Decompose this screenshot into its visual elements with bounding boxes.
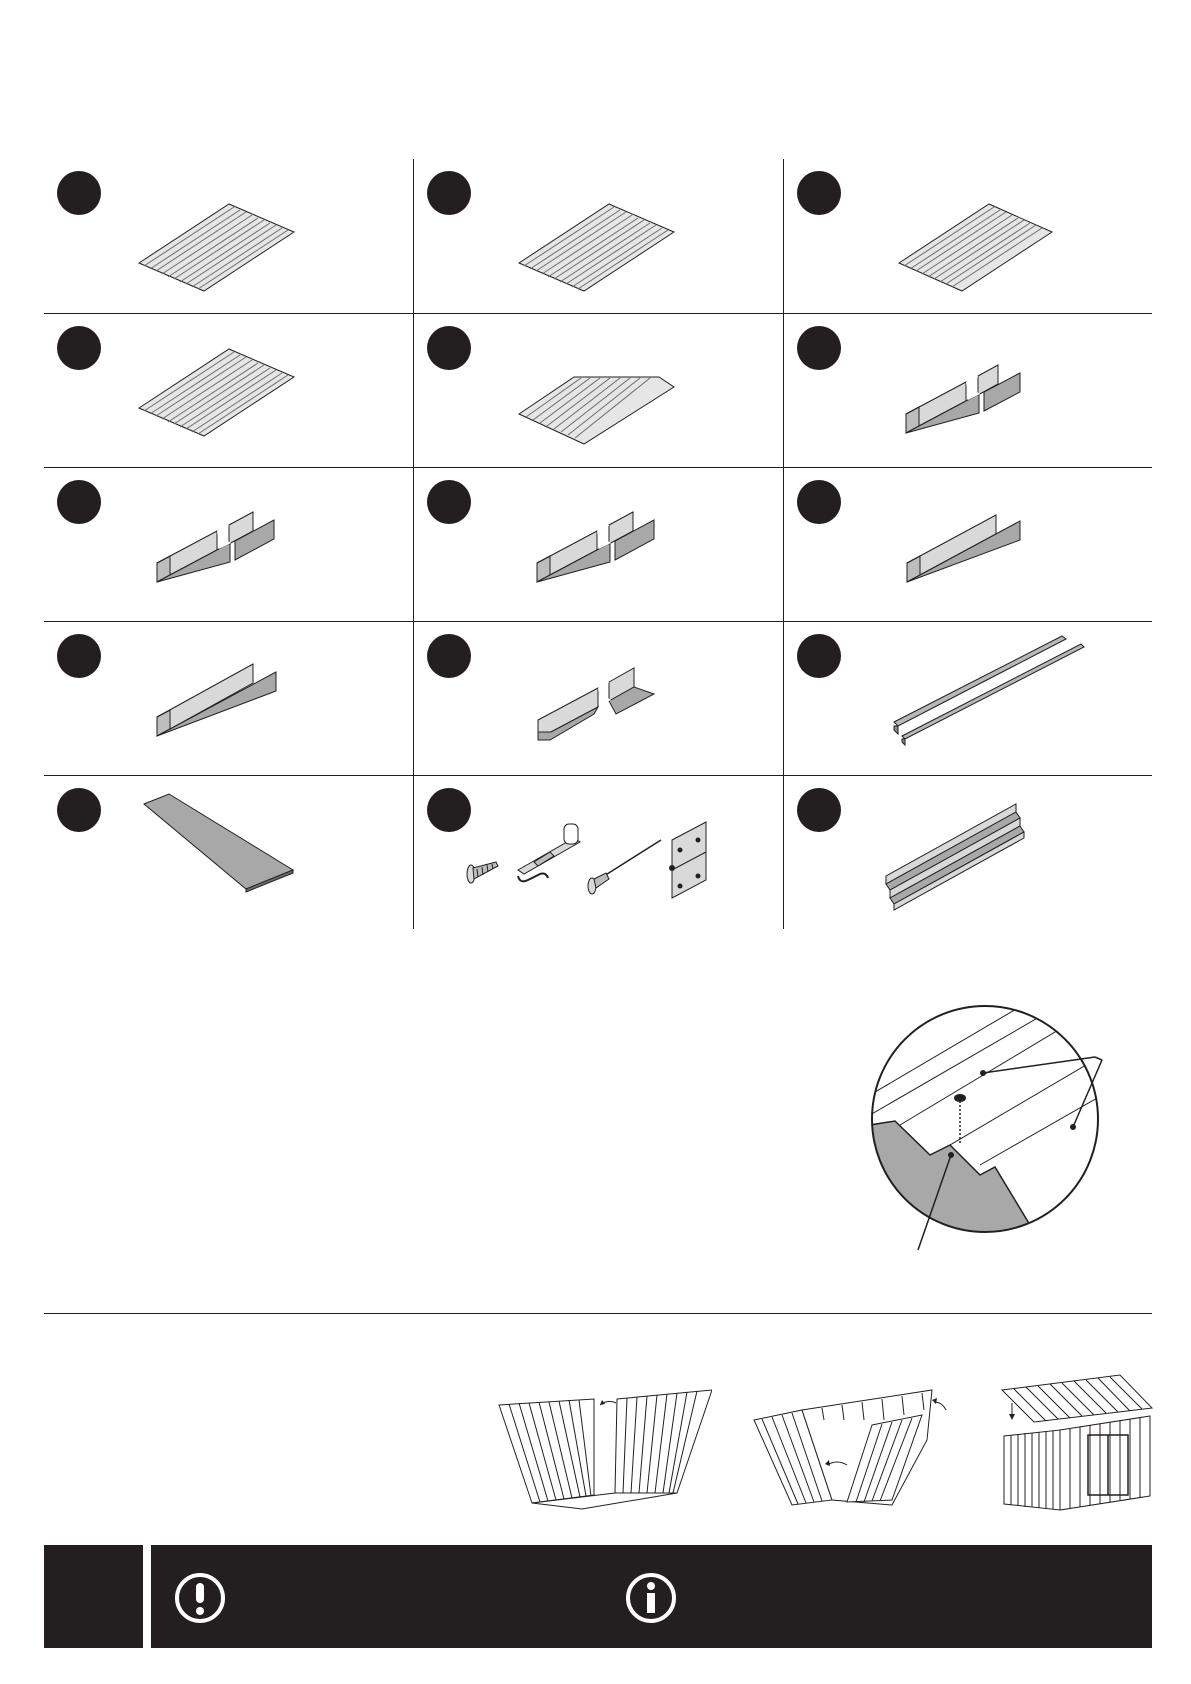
latch-icon	[518, 824, 580, 881]
channel-cut-icon	[784, 314, 1153, 468]
corrugated-panel-icon	[784, 159, 1153, 313]
flat-plate-icon	[44, 776, 413, 930]
rail-pair-icon	[784, 622, 1153, 776]
part-cell	[784, 314, 1153, 468]
angle-cut-icon	[414, 622, 783, 776]
double-rail-icon	[784, 776, 1153, 930]
rivet-icon	[588, 840, 661, 894]
part-cell	[784, 468, 1153, 622]
part-cell	[44, 314, 413, 468]
gable-panel-icon	[414, 314, 783, 468]
channel-icon	[44, 622, 413, 776]
part-cell	[44, 776, 413, 930]
section-divider	[44, 1313, 1152, 1314]
roof-step-icon	[1000, 1370, 1155, 1520]
corrugated-panel-icon	[44, 159, 413, 313]
screw-icon	[467, 862, 498, 883]
corrugated-panel-icon	[414, 159, 783, 313]
part-cell	[414, 776, 783, 930]
part-cell	[414, 468, 783, 622]
exclamation-icon	[174, 1572, 226, 1624]
walls-step-icon	[497, 1385, 712, 1510]
channel-icon	[784, 468, 1153, 622]
part-cell	[414, 622, 783, 776]
frame-step-icon	[752, 1380, 967, 1515]
hinge-plate-icon	[669, 822, 706, 898]
part-cell	[784, 622, 1153, 776]
part-cell	[784, 776, 1153, 930]
parts-grid	[44, 159, 1152, 929]
part-cell	[44, 622, 413, 776]
part-cell	[44, 159, 413, 313]
footer-bar	[151, 1545, 1152, 1648]
hardware-kit-icon	[414, 776, 783, 930]
part-cell	[784, 159, 1153, 313]
channel-cut-icon	[414, 468, 783, 622]
part-cell	[414, 159, 783, 313]
corrugated-panel-icon	[44, 314, 413, 468]
channel-cut-icon	[44, 468, 413, 622]
page-number-block	[44, 1545, 143, 1648]
part-cell	[44, 468, 413, 622]
screw-detail-icon	[870, 1005, 1120, 1275]
info-icon	[625, 1572, 677, 1624]
part-cell	[414, 314, 783, 468]
